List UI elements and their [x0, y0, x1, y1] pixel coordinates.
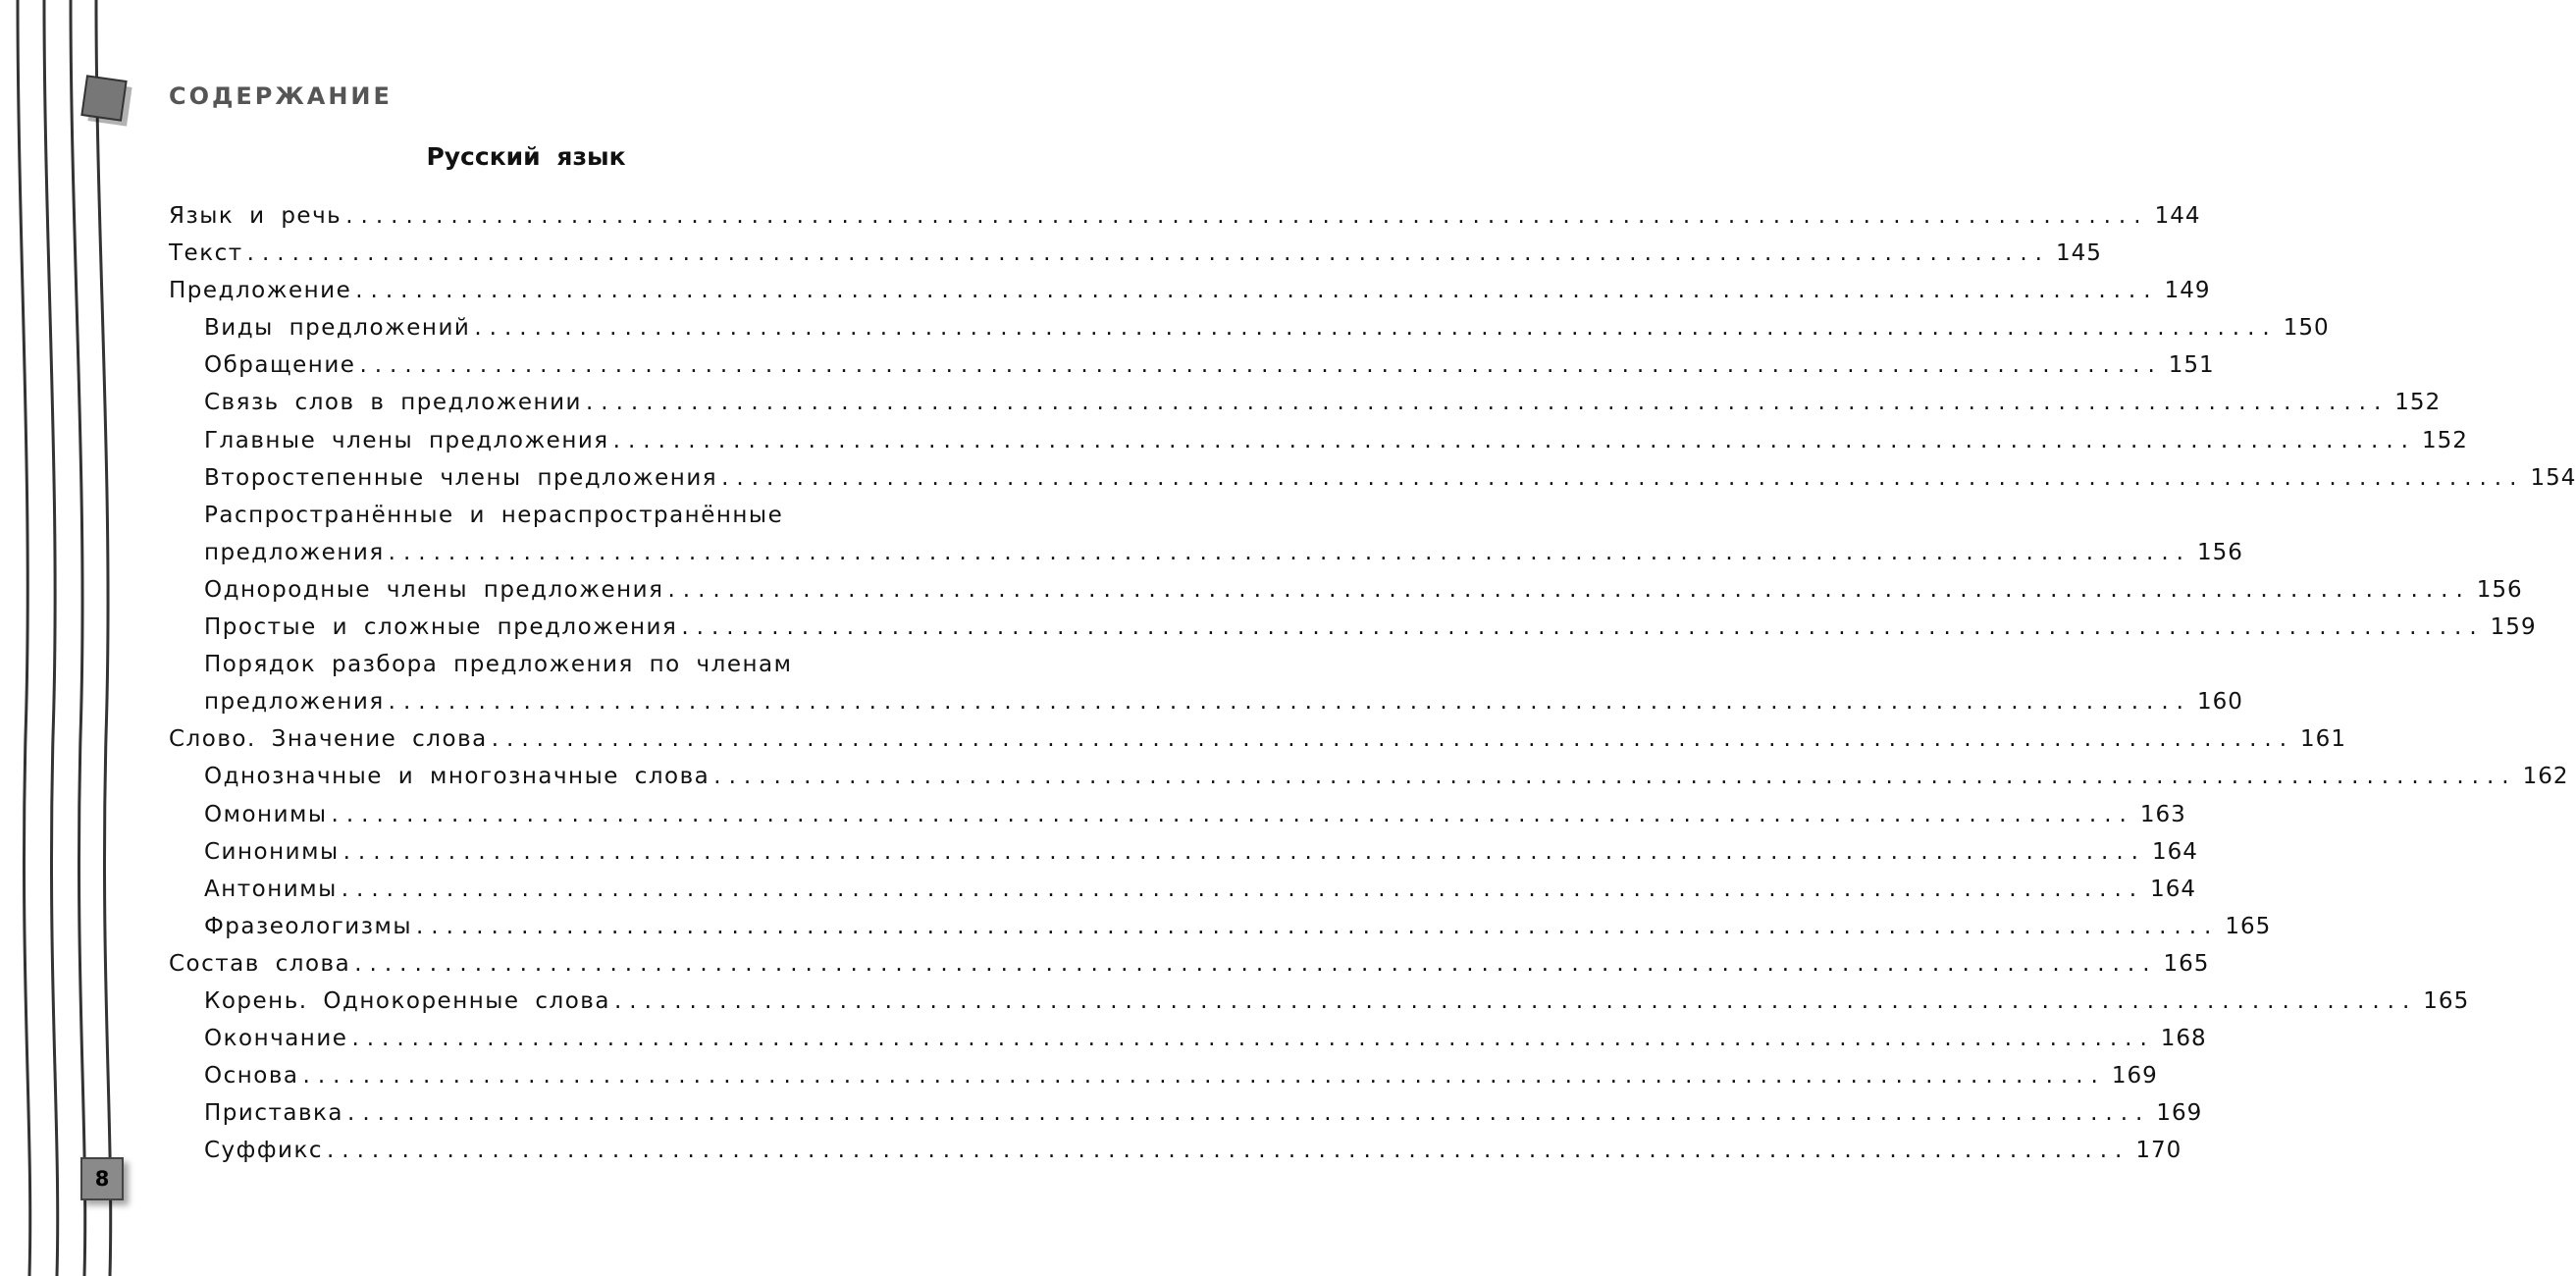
toc-entry-title: Простые и сложные предложения: [204, 614, 678, 641]
subject-title: Русский язык: [426, 142, 626, 171]
toc-entry[interactable]: [169, 720, 2346, 758]
toc-entry-title: предложения: [204, 689, 385, 716]
table-of-contents: [169, 197, 2576, 1169]
toc-entry-title: Предложение: [169, 278, 352, 304]
toc-leader-dots: ........................................................................................................................: [351, 1026, 2155, 1052]
toc-entry-page: 165: [2423, 987, 2470, 1014]
toc-entry-title: Суффикс: [204, 1138, 323, 1164]
toc-entry-page: 169: [2156, 1100, 2203, 1127]
toc-entry[interactable]: [169, 235, 2102, 272]
toc-leader-dots: ........................................................................................................................: [345, 203, 2149, 229]
toc-entry[interactable]: [169, 497, 882, 534]
toc-leader-dots: ........................................................................................................................: [347, 1100, 2151, 1127]
toc-leader-dots: ........................................................................................................................: [681, 614, 2485, 641]
toc-entry-page: 154: [2530, 464, 2576, 491]
toc-leader-dots: ........................................................................................................................: [613, 987, 2418, 1014]
toc-entry[interactable]: [169, 983, 2470, 1020]
toc-entry-title: Обращение: [204, 352, 356, 379]
toc-entry[interactable]: [169, 796, 2186, 833]
toc-leader-dots: ........................................................................................................................: [491, 726, 2295, 753]
toc-entry-title: Состав слова: [169, 950, 351, 977]
toc-entry[interactable]: [169, 945, 2210, 983]
toc-entry-page: 159: [2490, 614, 2537, 641]
toc-entry[interactable]: [169, 833, 2198, 871]
section-title: СОДЕРЖАНИЕ: [169, 82, 393, 110]
toc-entry-title: Текст: [169, 240, 243, 267]
toc-leader-dots: ........................................................................................................................: [612, 427, 2416, 453]
toc-entry[interactable]: [169, 384, 2442, 421]
toc-entry[interactable]: [169, 272, 2211, 309]
toc-entry[interactable]: [169, 908, 2272, 945]
toc-entry-page: 149: [2164, 278, 2211, 304]
toc-entry[interactable]: [169, 646, 882, 683]
toc-leader-dots: ........................................................................................................................: [246, 240, 2050, 267]
toc-entry-title: Виды предложений: [204, 315, 471, 342]
toc-entry[interactable]: [169, 871, 2196, 908]
toc-entry-page: 165: [2225, 913, 2272, 939]
toc-leader-dots: ........................................................................................................................: [341, 876, 2145, 902]
toc-entry-title: Порядок разбора предложения по членам: [204, 652, 793, 678]
toc-entry-title: Связь слов в предложении: [204, 390, 582, 416]
toc-entry-page: 150: [2283, 315, 2330, 342]
page-number-badge: [80, 1157, 124, 1200]
toc-leader-dots: ........................................................................................................................: [327, 1138, 2130, 1164]
toc-entry-page: 170: [2135, 1138, 2182, 1164]
toc-entry-page: 156: [2476, 576, 2523, 603]
toc-entry[interactable]: [169, 609, 2537, 646]
toc-entry-title: Язык и речь: [169, 203, 342, 229]
toc-entry[interactable]: [169, 571, 2523, 609]
toc-entry-page: 151: [2168, 352, 2215, 379]
margin-decoration: [0, 0, 167, 1276]
toc-entry-page: 156: [2196, 539, 2243, 565]
toc-leader-dots: ........................................................................................................................: [355, 278, 2159, 304]
toc-entry[interactable]: [169, 1094, 2203, 1132]
toc-leader-dots: ........................................................................................................................: [354, 950, 2158, 977]
toc-leader-dots: ........................................................................................................................: [713, 764, 2517, 790]
toc-entry[interactable]: [169, 459, 2576, 497]
toc-leader-dots: ........................................................................................................................: [359, 352, 2163, 379]
toc-entry-title: Антонимы: [204, 876, 338, 902]
toc-entry[interactable]: [169, 197, 2201, 235]
toc-entry[interactable]: [169, 422, 2468, 459]
toc-entry-page: 164: [2151, 838, 2198, 865]
toc-entry-page: 164: [2150, 876, 2196, 902]
toc-entry-page: 161: [2300, 726, 2346, 753]
toc-entry-title: Основа: [204, 1063, 299, 1090]
toc-entry[interactable]: [169, 683, 2243, 720]
toc-entry-title: Слово. Значение слова: [169, 726, 488, 753]
toc-leader-dots: ........................................................................................................................: [331, 801, 2134, 827]
toc-entry-title: Корень. Однокоренные слова: [204, 987, 610, 1014]
toc-entry-title: Распространённые и нераспространённые: [204, 502, 784, 528]
toc-entry-page: 152: [2394, 390, 2442, 416]
toc-leader-dots: ........................................................................................................................: [474, 315, 2278, 342]
toc-leader-dots: ........................................................................................................................: [302, 1063, 2106, 1090]
toc-entry[interactable]: [169, 1020, 2207, 1057]
toc-entry-page: 160: [2196, 689, 2243, 716]
toc-entry-title: Окончание: [204, 1026, 348, 1052]
toc-entry[interactable]: [169, 1132, 2182, 1169]
toc-entry-page: 165: [2163, 950, 2210, 977]
toc-leader-dots: ........................................................................................................................: [342, 838, 2146, 865]
toc-entry-page: 152: [2421, 427, 2468, 453]
toc-entry-title: Приставка: [204, 1100, 344, 1127]
toc-leader-dots: ........................................................................................................................: [585, 390, 2390, 416]
toc-leader-dots: ........................................................................................................................: [416, 913, 2220, 939]
toc-entry-title: Фразеологизмы: [204, 913, 412, 939]
toc-entry-title: Однозначные и многозначные слова: [204, 764, 710, 790]
toc-entry-page: 163: [2139, 801, 2186, 827]
toc-entry[interactable]: [169, 1057, 2158, 1094]
toc-entry-title: Главные члены предложения: [204, 427, 609, 453]
toc-entry-page: 144: [2154, 203, 2201, 229]
toc-entry[interactable]: [169, 346, 2215, 384]
toc-leader-dots: ........................................................................................................................: [388, 539, 2191, 565]
toc-entry-page: 145: [2055, 240, 2102, 267]
toc-entry-title: Синонимы: [204, 838, 340, 865]
toc-leader-dots: ........................................................................................................................: [721, 464, 2525, 491]
toc-entry-page: 168: [2160, 1026, 2207, 1052]
toc-leader-dots: ........................................................................................................................: [388, 689, 2191, 716]
toc-entry-title: предложения: [204, 539, 385, 565]
toc-entry[interactable]: [169, 758, 2569, 795]
toc-entry-title: Второстепенные члены предложения: [204, 464, 718, 491]
toc-entry[interactable]: [169, 534, 2243, 571]
toc-entry-page: 169: [2111, 1063, 2158, 1090]
toc-entry[interactable]: [169, 309, 2330, 346]
section-marker-square: [81, 76, 131, 126]
toc-entry-title: Однородные члены предложения: [204, 576, 664, 603]
page-number: 8: [94, 1167, 110, 1191]
toc-entry-title: Омонимы: [204, 801, 328, 827]
toc-entry-page: 162: [2522, 764, 2569, 790]
toc-leader-dots: ........................................................................................................................: [667, 576, 2471, 603]
